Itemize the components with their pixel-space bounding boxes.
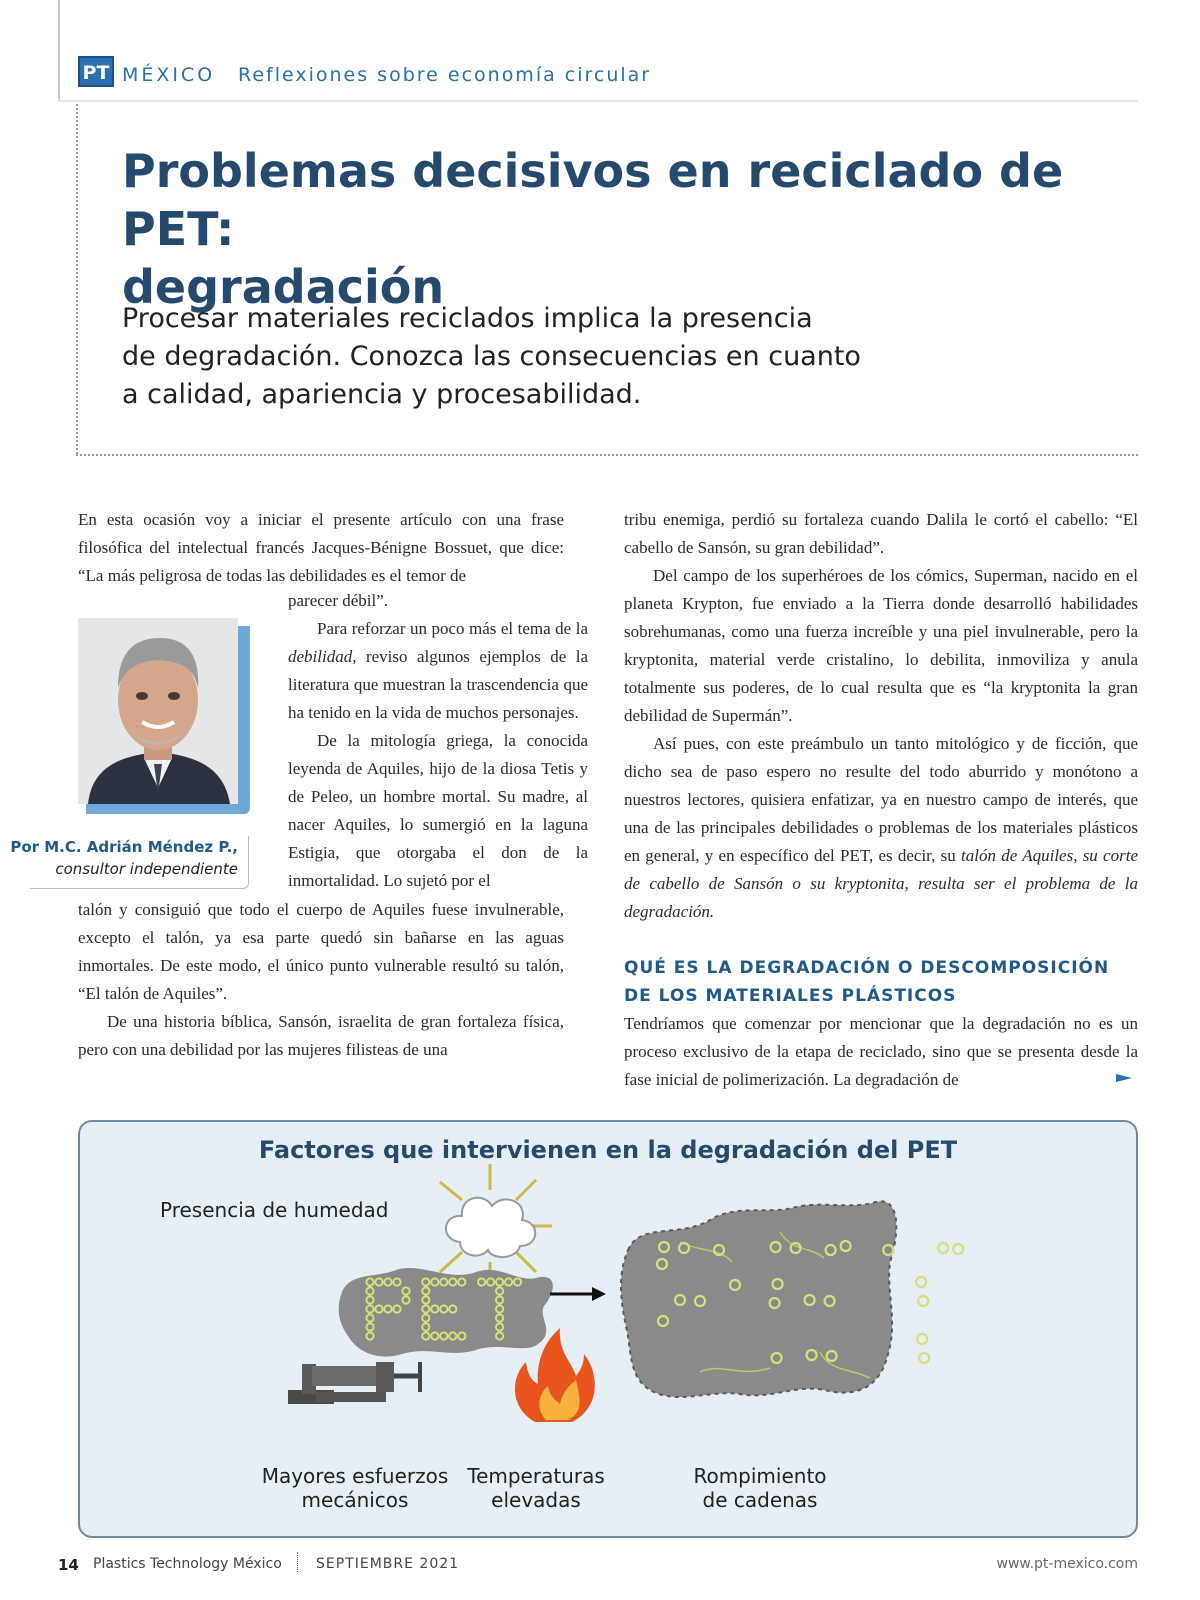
- paragraph-3-end: talón y consiguió que todo el cuerpo de Aquiles fuese invulnerable, excepto el talón, ya esa parte quedó sin bañarse en las aguas inmortales. De este modo, el único punto vulnerable resultó su talón, “El talón de Aquiles”.: [78, 900, 564, 1003]
- body-left-top: [78, 506, 564, 590]
- page-number: 14: [58, 1556, 79, 1574]
- subtitle-line-1: Procesar materiales reciclados implica la presencia: [122, 303, 813, 334]
- degradation-figure: [78, 1120, 1138, 1538]
- label-temperature-line-2: elevadas: [491, 1488, 581, 1512]
- vise-icon: [288, 1362, 420, 1404]
- portrait-illustration: [78, 618, 238, 804]
- p2-text-b: reviso algunos ejemplos de la literatura que muestran la trascendencia que ha tenido en la vida de muchos personajes.: [288, 647, 588, 722]
- continue-arrow-icon: [1116, 1074, 1132, 1082]
- paragraph-1: En esta ocasión voy a iniciar el presente artículo con una frase filosófica del intelectual francés Jacques-Bénigne Bossuet, que dice: “La más peligrosa de todas las debilidades es el temor de: [78, 510, 564, 585]
- paragraph-3: De la mitología griega, la conocida leyenda de Aquiles, hijo de la diosa Tetis y de Peleo, un hombre mortal. Su madre, al nacer Aquiles, lo sumergió en la laguna Estigia, que otorgaba el don de la inmortalidad. Lo sujetó por el: [288, 731, 588, 890]
- paragraph-4-end: tribu enemiga, perdió su fortaleza cuando Dalila le cortó el cabello: “El cabello de Sansón, su gran debilidad”.: [624, 510, 1138, 557]
- paragraph-6: [624, 730, 1138, 926]
- body-right: [624, 506, 1138, 926]
- title-line-2: degradación: [122, 260, 445, 314]
- paragraph-7: Tendríamos que comenzar por mencionar que la degradación no es un proceso exclusivo de la etapa de reciclado, sino que se presenta desde la fase inicial de polimerización. La degradación de: [624, 1014, 1138, 1089]
- chain-dot: [919, 1353, 929, 1363]
- paragraph-1-end: parecer débil”.: [288, 591, 389, 610]
- chain-dot: [938, 1243, 948, 1253]
- body-left-bottom: [78, 896, 564, 1064]
- pt-logo: PT: [78, 56, 114, 87]
- topic-label: Reflexiones sobre economía circular: [238, 64, 652, 86]
- p6-emphasis: talón de Aquiles, su corte de cabello de Sansón o su kryptonita, resulta ser el problema de la degradación.: [624, 846, 1138, 921]
- chain-dot: [917, 1334, 927, 1344]
- p2-text-a: Para reforzar un poco más el tema de la: [317, 619, 588, 638]
- subhead-line-2: DE LOS MATERIALES PLÁSTICOS: [624, 986, 957, 1006]
- p6-text: Así pues, con este preámbulo un tanto mitológico y de ficción, que dicho sea de paso espero no resulte del todo aburrido y monótono a nuestros lectores, quisiera enfatizar, ya en nuestro campo de interés, que una de las principales debilidades o problemas de los materiales plásticos en general, y en específico del PET, es decir, su: [624, 734, 1138, 865]
- title-line-1: Problemas decisivos en reciclado de PET:: [122, 144, 1064, 256]
- paragraph-5: Del campo de los superhéroes de los cómics, Superman, nacido en el planeta Krypton, fue enviado a la Tierra donde desarrolló habilidades sobrehumanas, como una fuerza increíble y una piel invulnerable, pero la kryptonita, material verde cristalino, lo debilita, inmoviliza y anula totalmente sus poderes, de lo cual resulta que es “la kryptonita la gran debilidad de Supermán”.: [624, 566, 1138, 725]
- chain-dot: [916, 1277, 926, 1287]
- title-frame-bottom: [76, 454, 1138, 456]
- subhead-line-1: QUÉ ES LA DEGRADACIÓN O DESCOMPOSICIÓN: [624, 958, 1110, 978]
- chain-dot: [918, 1296, 928, 1306]
- section-label: MÉXICO: [122, 64, 216, 86]
- pet-block-degraded: [621, 1201, 963, 1397]
- section-subhead: [624, 954, 1109, 1010]
- paragraph-2: [288, 615, 588, 727]
- author-role: consultor independiente: [55, 860, 238, 878]
- figure-title: Factores que intervienen en la degradación del PET: [258, 1136, 958, 1164]
- figure-illustration: [80, 1122, 1136, 1536]
- label-temperature-line-1: Temperaturas: [467, 1464, 605, 1488]
- label-humidity: Presencia de humedad: [160, 1198, 389, 1222]
- author-photo: [78, 618, 248, 814]
- paragraph-4: De una historia bíblica, Sansón, israelita de gran fortaleza física, pero con una debilidad por las mujeres filisteas de una: [78, 1012, 564, 1059]
- chain-dot: [953, 1244, 963, 1254]
- title-frame-left: [76, 104, 78, 454]
- humidity-cloud-icon: [440, 1164, 552, 1288]
- transition-arrow-icon: [550, 1287, 606, 1301]
- website: www.pt-mexico.com: [996, 1556, 1138, 1572]
- subtitle-line-2: de degradación. Conozca las consecuencias en cuanto: [122, 341, 861, 372]
- body-left-narrow: [288, 587, 588, 895]
- p2-emphasis: debilidad,: [288, 647, 357, 666]
- label-chain-break: [670, 1464, 850, 1512]
- subtitle-line-3: a calidad, apariencia y procesabilidad.: [122, 379, 642, 410]
- pet-block-intact: [339, 1268, 553, 1357]
- author-caption: [10, 836, 249, 889]
- header-rule: [58, 100, 1138, 102]
- author-portrait: [78, 618, 238, 804]
- label-mechanical: [250, 1464, 460, 1512]
- label-temperature: [466, 1464, 606, 1512]
- label-chain-break-line-2: de cadenas: [702, 1488, 818, 1512]
- footer-separator: [297, 1552, 298, 1572]
- header-rule-vertical: [58, 0, 60, 100]
- article-subtitle: [122, 300, 922, 414]
- label-chain-break-line-1: Rompimiento: [693, 1464, 827, 1488]
- author-name: Por M.C. Adrián Méndez P.,: [10, 838, 238, 856]
- issue-date: SEPTIEMBRE 2021: [316, 1556, 460, 1572]
- label-mechanical-line-2: mecánicos: [301, 1488, 409, 1512]
- label-mechanical-line-1: Mayores esfuerzos: [261, 1464, 449, 1488]
- magazine-name: Plastics Technology México: [93, 1556, 282, 1572]
- article-title: [122, 142, 1122, 316]
- body-right-bottom: [624, 1010, 1138, 1094]
